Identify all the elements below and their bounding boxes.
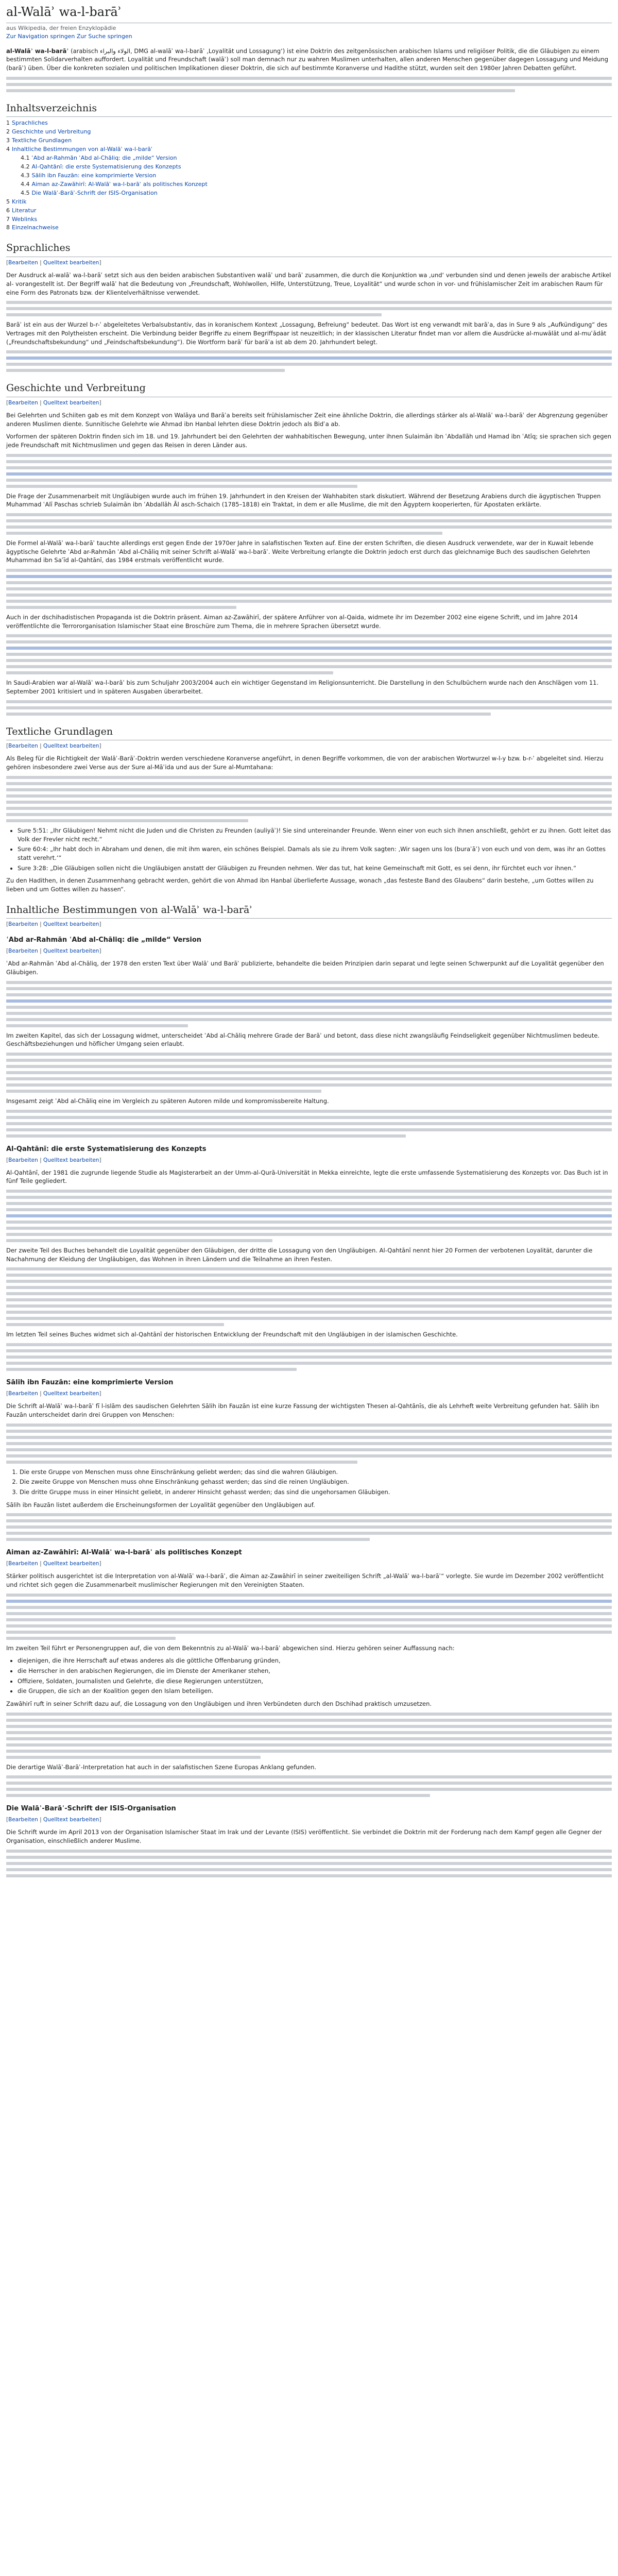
paragraph: Die Formel al-Walāʾ wa-l-barāʾ tauchte allerdings erst gegen Ende der 1970er Jahre in salafistischen Texten auf. Eine der ersten Schriften, die diesen Ausdruck verwendete, war der in Kuwait lebende ägyptische Gelehrte ʿAbd ar-Rahmān ʿAbd al-Chāliq mit seiner Schrift al-Walāʾ wa-l-barāʾ. Weite Verbreitung erlangte die Doktrin jedoch erst durch das gleichnamige Buch des saudischen Gelehrten Muhammad ibn Saʿīd al-Qahtānī, das 1984 erstmals veröffentlicht wurde. bbox=[6, 539, 594, 564]
list-item: • Sure 60:4: „Ihr habt doch in Abraham und denen, die mit ihm waren, ein schönes Beispiel. Damals als sie zu ihrem Volk sagten: ‚Wir sagen uns los (buraʾāʾ) von euch und von dem, was ihr an Gottes statt verehrt.‘“ bbox=[18, 845, 612, 862]
paragraph: Der Ausdruck al-walāʾ wa-l-barāʾ setzt sich aus den beiden arabischen Substantiven walāʾ und barāʾ zusammen, die durch die Konjunktion wa ‚und‘ verbunden sind und denen jeweils der arabische Artikel al- vorangestellt ist. Der Begriff walāʾ hat die Bedeutung von „Freundschaft, Wohlwollen, Hilfe, Unterstützung, Treue, Loyalität“ und wurde schon in vor- und frühislamischer Zeit im arabischen Raum für eine Form des Patronats bzw. der Klientelverhältnisse verwendet. bbox=[6, 272, 611, 296]
paragraph-continued bbox=[6, 1110, 612, 1138]
edit-source-link[interactable]: Quelltext bearbeiten bbox=[43, 1157, 99, 1163]
paragraph: Als Beleg für die Richtigkeit der Walāʾ-Barāʾ-Doktrin werden verschiedene Koranverse angeführt, in denen Begriffe vorkommen, die von der arabischen Wortwurzel w-l-y bzw. b-r-ʾ abgeleitet sind. Hierzu gehören insbesondere zwei Verse aus der Sure al-Māʾida und aus der Sure al-Mumtahana: bbox=[6, 755, 604, 771]
toc-item[interactable] bbox=[6, 215, 612, 224]
toc-item-number: 8 bbox=[6, 224, 10, 231]
paragraph: Die Schrift wurde im April 2013 von der Organisation Islamischer Staat im Irak und der Levante (ISIS) veröffentlicht. Sie verbindet die Doktrin mit der Forderung nach dem Kampf gegen alle Gegner der Organisation, einschließlich anderer Muslime. bbox=[6, 1828, 602, 1845]
paragraph: Zu den Hadithen, in denen Zusammenhang gebracht werden, gehört die von Ahmad ibn Hanbal überlieferte Aussage, wonach „das festeste Band des Glaubens“ darin bestehe, „um Gottes willen zu lieben und um Gottes willen zu hassen“. bbox=[6, 877, 594, 893]
paragraph: Die Schrift al-Walāʾ wa-l-barāʾ fī l-islām des saudischen Gelehrten Sālih ibn Fauzān ist eine kurze Fassung der wichtigsten Thesen al-Qahtānīs, die als Lehrheft weite Verbreitung gefunden hat. Sālih ibn Fauzān unterscheidet darin drei Gruppen von Menschen: bbox=[6, 1402, 599, 1418]
section-edit-links: [Bearbeiten | Quelltext bearbeiten] bbox=[6, 948, 101, 955]
section-heading-inhaltliche-bestimmungen: Inhaltliche Bestimmungen von al-Walāʾ wa-l-barāʾ bbox=[6, 903, 612, 919]
paragraph: Al-Qahtānī, der 1981 die zugrunde liegende Studie als Magisterarbeit an der Umm-al-Qurā-Universität in Mekka einreichte, legte die erste umfassende Systematisierung des Konzepts vor. Das Buch ist in fünf Teile gegliedert. bbox=[6, 1168, 608, 1185]
list-item: • die Herrscher in den arabischen Regierungen, die im Dienste der Amerikaner stehen, bbox=[18, 1667, 612, 1675]
edit-source-link[interactable]: Quelltext bearbeiten bbox=[43, 1390, 99, 1397]
section-heading-textliche-grundlagen: Textliche Grundlagen bbox=[6, 725, 612, 741]
toc-item[interactable] bbox=[6, 154, 612, 162]
paragraph-continued bbox=[6, 350, 612, 372]
section-edit-links: [Bearbeiten | Quelltext bearbeiten] bbox=[6, 259, 101, 266]
toc-item-link[interactable]: Inhaltliche Bestimmungen von al-Walāʾ wa-l-barāʾ bbox=[12, 146, 153, 153]
toc-item-link[interactable]: Weblinks bbox=[12, 215, 38, 223]
toc-item[interactable] bbox=[6, 163, 612, 171]
paragraph-continued bbox=[6, 1594, 612, 1640]
subsection-heading-salih-ibn-fauzan: Sālih ibn Fauzān: eine komprimierte Version bbox=[6, 1379, 174, 1387]
subsection-heading-abd-al-chaliq: ʿAbd ar-Rahmān ʿAbd al-Chāliq: die „milde“ Version bbox=[6, 936, 202, 944]
list-item: • diejenigen, die ihre Herrschaft auf etwas anderes als die göttliche Offenbarung gründen, bbox=[18, 1656, 612, 1665]
edit-section-link[interactable]: Bearbeiten bbox=[8, 948, 38, 955]
paragraph: Auch in der dschihadistischen Propaganda ist die Doktrin präsent. Aiman az-Zawāhirī, der spätere Anführer von al-Qaida, widmete ihr im Dezember 2002 eine eigene Schrift, und im Jahre 2014 veröffentlichte die Terrororganisation Islamischer Staat eine Broschüre zum Thema, die in mehrere Sprachen übersetzt wurde. bbox=[6, 614, 578, 630]
edit-source-link[interactable]: Quelltext bearbeiten bbox=[43, 259, 99, 266]
edit-section-link[interactable]: Bearbeiten bbox=[8, 1817, 38, 1823]
toc-item-number: 6 bbox=[6, 207, 10, 214]
paragraph-continued bbox=[6, 1850, 612, 1877]
section-heading-sprachliches: Sprachliches bbox=[6, 241, 612, 257]
toc-item[interactable] bbox=[6, 172, 612, 180]
page-subtitle: aus Wikipedia, der freien Enzyklopädie bbox=[6, 24, 116, 31]
section-edit-links: [Bearbeiten | Quelltext bearbeiten] bbox=[6, 1157, 101, 1163]
list-item: • Offiziere, Soldaten, Journalisten und Gelehrte, die diese Regierungen unterstützen, bbox=[18, 1677, 612, 1686]
toc-item[interactable] bbox=[6, 189, 612, 197]
paragraph: Im zweiten Teil führt er Personengruppen auf, die von dem Bekenntnis zu al-Walāʾ wa-l-barāʾ abgewichen sind. Hierzu gehören seiner Auffassung nach: bbox=[6, 1644, 455, 1652]
toc-item-link[interactable]: ʿAbd ar-Rahmān ʿAbd al-Chāliq: die „milde“ Version bbox=[31, 154, 177, 161]
edit-section-link[interactable]: Bearbeiten bbox=[8, 399, 38, 406]
toc-item-number: 3 bbox=[6, 137, 10, 144]
jump-links bbox=[6, 32, 612, 41]
paragraph: Die Frage der Zusammenarbeit mit Ungläubigen wurde auch im frühen 19. Jahrhundert in den Kreisen der Wahhabiten stark diskutiert. Während der Besetzung Arabiens durch die ägyptischen Truppen Muhammad ʿAlī Paschas schrieb Sulaimān ibn ʿAbdallāh Āl asch-Schaich (1785–1818) ein Traktat, in dem er alle Muslime, die mit den Ägyptern kooperierten, für Apostaten erklärte. bbox=[6, 492, 601, 509]
subsection-heading-isis: Die Walāʾ-Barāʾ-Schrift der ISIS-Organisation bbox=[6, 1805, 176, 1813]
edit-section-link[interactable]: Bearbeiten bbox=[8, 1561, 38, 1567]
edit-section-link[interactable]: Bearbeiten bbox=[8, 259, 38, 266]
paragraph-continued bbox=[6, 1713, 612, 1759]
lead-paragraph-continued bbox=[6, 77, 612, 92]
lead-term: al-Walāʾ wa-l-barāʾ bbox=[6, 47, 69, 55]
paragraph-continued bbox=[6, 1190, 612, 1242]
toc-item-link[interactable]: Die Walāʾ-Barāʾ-Schrift der ISIS-Organisation bbox=[31, 189, 158, 196]
paragraph-continued bbox=[6, 301, 612, 316]
paragraph: Sālih ibn Fauzān listet außerdem die Erscheinungsformen der Loyalität gegenüber den Ungläubigen auf. bbox=[6, 1501, 315, 1509]
toc-item-link[interactable]: Literatur bbox=[12, 207, 37, 214]
toc-item-number: 4.1 bbox=[21, 154, 30, 161]
toc-item-number: 1 bbox=[6, 120, 10, 127]
toc-item-number: 4.4 bbox=[21, 180, 30, 188]
list-item: • Sure 5:51: „Ihr Gläubigen! Nehmt nicht die Juden und die Christen zu Freunden (auliyāʾ)! Sie sind untereinander Freunde. Wenn einer von euch sich ihnen anschließt, gehört er zu ihnen. Gott leitet das Volk der Frevler nicht recht.“ bbox=[18, 826, 612, 843]
bullet-list bbox=[18, 1656, 612, 1696]
list-item: 1. Die erste Gruppe von Menschen muss ohne Einschränkung geliebt werden; das sind die wahren Gläubigen. bbox=[20, 1468, 612, 1477]
paragraph: Stärker politisch ausgerichtet ist die Interpretation von al-Walāʾ wa-l-barāʾ, die Aiman az-Zawāhirī in seiner zweiteiligen Schrift „al-Walāʾ wa-l-barāʾ“ vorlegte. Sie wurde im Dezember 2002 veröffentlicht und richtet sich gegen die Zusammenarbeit muslimischer Regierungen mit den Vereinigten Staaten. bbox=[6, 1572, 604, 1588]
section-edit-links: [Bearbeiten | Quelltext bearbeiten] bbox=[6, 1561, 101, 1567]
edit-section-link[interactable]: Bearbeiten bbox=[8, 1390, 38, 1397]
toc-item[interactable] bbox=[6, 207, 612, 215]
toc-item[interactable] bbox=[6, 145, 612, 154]
toc-item-link[interactable]: Al-Qahtānī: die erste Systematisierung des Konzepts bbox=[31, 163, 181, 170]
paragraph-continued bbox=[6, 981, 612, 1027]
paragraph-continued bbox=[6, 1513, 612, 1541]
edit-section-link[interactable]: Bearbeiten bbox=[8, 743, 38, 750]
paragraph: Insgesamt zeigt ʿAbd al-Chāliq eine im Vergleich zu späteren Autoren milde und kompromissbereite Haltung. bbox=[6, 1097, 329, 1105]
section-edit-links: [Bearbeiten | Quelltext bearbeiten] bbox=[6, 743, 101, 750]
toc-item-number: 7 bbox=[6, 215, 10, 223]
section-edit-links: [Bearbeiten | Quelltext bearbeiten] bbox=[6, 399, 101, 406]
toc-item[interactable] bbox=[6, 224, 612, 232]
numbered-list bbox=[20, 1468, 612, 1497]
jump-to-search-link[interactable]: Zur Suche springen bbox=[76, 32, 132, 40]
list-item: 3. Die dritte Gruppe muss in einer Hinsicht geliebt, in anderer Hinsicht gehasst werden; das sind die ungehorsamen Gläubigen. bbox=[20, 1488, 612, 1497]
toc-item-link[interactable]: Aiman az-Zawāhirī: Al-Walāʾ wa-l-barāʾ als politisches Konzept bbox=[31, 180, 208, 188]
paragraph-continued bbox=[6, 569, 612, 609]
paragraph-continued bbox=[6, 513, 612, 535]
paragraph: ʿAbd ar-Rahmān ʿAbd al-Chāliq, der 1978 den ersten Text über Walāʾ und Barāʾ publizierte, behandelte die beiden Prinzipien darin separat und legte seinen Schwerpunkt auf die Loyalität gegenüber den Gläubigen. bbox=[6, 960, 604, 976]
toc-item-number: 2 bbox=[6, 128, 10, 135]
paragraph: Bei Gelehrten und Schiiten gab es mit dem Konzept von Walāya und Barāʾa bereits seit frühislamischer Zeit eine ähnliche Doktrin, die allerdings stärker als al-Walāʾ wa-l-barāʾ der Abgrenzung gegenüber anderen Muslimen diente. Sunnitische Gelehrte wie Ahmad ibn Hanbal lehrten diese Doktrin jedoch als Bidʿa ab. bbox=[6, 411, 608, 428]
toc-item-number: 4 bbox=[6, 146, 10, 153]
paragraph: Barāʾ ist ein aus der Wurzel b-r-ʾ abgeleitetes Verbalsubstantiv, das in koranischem Kontext „Lossagung, Befreiung“ bedeutet. Das Wort ist eng verwandt mit barāʾa, das in Sure 9 als „Aufkündigung“ des Vertrages mit den Polytheisten erscheint. Die Verbindung beider Begriffe zu einem Begriffspaar ist neuzeitlich; in der klassischen Literatur findet man vor allem die Ausdrücke al-muwālāt und al-muʿādāt („Freundschaftsbekundung“ und „Feindschaftsbekundung“). Die Wortform barāʾ für barāʾa ist ab dem 20. Jahrhundert belegt. bbox=[6, 321, 608, 346]
toc-item-link[interactable]: Geschichte und Verbreitung bbox=[12, 128, 91, 135]
toc-item-link[interactable]: Sprachliches bbox=[12, 120, 48, 127]
paragraph-continued bbox=[6, 776, 612, 822]
toc-item-number: 4.5 bbox=[21, 189, 30, 196]
lead-text: (arabisch الولاء والبراء, DMG al-walāʾ wa-l-barāʾ ‚Loyalität und Lossagung‘) ist eine Doktrin des zeitgenössischen arabischen Islams und religiöser Politik, die die Gläubigen zu einem bestimmten Solidarverhalten auffordert. Loyalität und Freundschaft (walāʾ) soll man demnach nur zu wahren Muslimen unterhalten, allen anderen Menschen gegenüber dagegen Lossagung und Meidung (barāʾ) üben. Über die konkreten sozialen und politischen Implikationen dieser Doktrin, die sich auf bestimmte Koranverse und Hadithe stützt, wurden seit den 1980er Jahren Debatten geführt. bbox=[6, 47, 609, 72]
edit-source-link[interactable]: Quelltext bearbeiten bbox=[43, 948, 99, 955]
subsection-heading-az-zawahiri: Aiman az-Zawāhirī: Al-Walāʾ wa-l-barāʾ als politisches Konzept bbox=[6, 1549, 242, 1557]
paragraph-continued bbox=[6, 1267, 612, 1326]
paragraph-continued bbox=[6, 1343, 612, 1371]
paragraph-continued bbox=[6, 634, 612, 674]
list-item: • die Gruppen, die sich an der Koalition gegen den Islam beteiligen. bbox=[18, 1687, 612, 1696]
paragraph: Vorformen der späteren Doktrin finden sich im 18. und 19. Jahrhundert bei den Gelehrten der wahhabitischen Bewegung, unter ihnen Sulaimān ibn ʿAbdallāh und Hamad ibn ʿAtīq; sie sprachen sich gegen jede Freundschaft mit Nichtmuslimen und gegen das Reisen in deren Länder aus. bbox=[6, 433, 611, 449]
edit-source-link[interactable]: Quelltext bearbeiten bbox=[43, 1561, 99, 1567]
edit-source-link[interactable]: Quelltext bearbeiten bbox=[43, 743, 99, 750]
paragraph: Im letzten Teil seines Buches widmet sich al-Qahtānī der historischen Entwicklung der Freundschaft mit den Ungläubigen in der islamischen Geschichte. bbox=[6, 1331, 458, 1338]
toc-item-link[interactable]: Kritik bbox=[12, 198, 27, 205]
quote-list bbox=[18, 826, 612, 872]
toc-item[interactable] bbox=[6, 119, 612, 127]
list-item: 2. Die zweite Gruppe von Menschen muss ohne Einschränkung gehasst werden; das sind die reinen Ungläubigen. bbox=[20, 1478, 612, 1486]
section-edit-links: [Bearbeiten | Quelltext bearbeiten] bbox=[6, 921, 101, 928]
section-edit-links: [Bearbeiten | Quelltext bearbeiten] bbox=[6, 1390, 101, 1397]
paragraph-continued bbox=[6, 454, 612, 488]
toc-item[interactable] bbox=[6, 128, 612, 136]
edit-source-link[interactable]: Quelltext bearbeiten bbox=[43, 921, 99, 928]
toc-item-link[interactable]: Einzelnachweise bbox=[12, 224, 59, 231]
edit-source-link[interactable]: Quelltext bearbeiten bbox=[43, 1817, 99, 1823]
section-edit-links: [Bearbeiten | Quelltext bearbeiten] bbox=[6, 1817, 101, 1823]
paragraph: Die derartige Walāʾ-Barāʾ-Interpretation hat auch in der salafistischen Szene Europas Anklang gefunden. bbox=[6, 1763, 317, 1771]
edit-source-link[interactable]: Quelltext bearbeiten bbox=[43, 399, 99, 406]
toc-item[interactable] bbox=[6, 198, 612, 206]
table-of-contents bbox=[6, 119, 612, 232]
toc-item-number: 5 bbox=[6, 198, 10, 205]
paragraph-continued bbox=[6, 1053, 612, 1093]
toc-item-link[interactable]: Textliche Grundlagen bbox=[12, 137, 72, 144]
toc-item[interactable] bbox=[6, 137, 612, 145]
paragraph: Zawāhirī ruft in seiner Schrift dazu auf, die Lossagung von den Ungläubigen und ihren Verbündeten durch den Dschihad praktisch umzusetzen. bbox=[6, 1700, 432, 1707]
paragraph-continued bbox=[6, 1775, 612, 1797]
page-title: al-Walāʾ wa-l-barāʾ bbox=[6, 3, 612, 23]
toc-item[interactable] bbox=[6, 180, 612, 189]
toc-item-link[interactable]: Sālih ibn Fauzān: eine komprimierte Version bbox=[31, 172, 157, 179]
paragraph-continued bbox=[6, 1423, 612, 1464]
jump-to-navigation-link[interactable]: Zur Navigation springen bbox=[6, 32, 75, 40]
edit-section-link[interactable]: Bearbeiten bbox=[8, 1157, 38, 1163]
paragraph: In Saudi-Arabien war al-Walāʾ wa-l-barāʾ bis zum Schuljahr 2003/2004 auch ein wichtiger Gegenstand im Religionsunterricht. Die Darstellung in den Schulbüchern wurde nach den Anschlägen vom 11. September 2001 kritisiert und in späteren Ausgaben überarbeitet. bbox=[6, 679, 599, 696]
toc-item-number: 4.3 bbox=[21, 172, 30, 179]
list-item: • Sure 3:28: „Die Gläubigen sollen nicht die Ungläubigen anstatt der Gläubigen zu Freunden nehmen. Wer das tut, hat keine Gemeinschaft mit Gott, es sei denn, ihr fürchtet euch vor ihnen.“ bbox=[18, 864, 612, 873]
paragraph: Im zweiten Kapitel, das sich der Lossagung widmet, unterscheidet ʿAbd al-Chāliq mehrere Grade der Barāʾ und betont, dass diese nicht zwangsläufig Feindseligkeit gegenüber Nichtmuslimen bedeute. Geschäftsbeziehungen und höflicher Umgang seien erlaubt. bbox=[6, 1031, 600, 1048]
lead-paragraph bbox=[6, 47, 612, 73]
subsection-heading-al-qahtani: Al-Qahtānī: die erste Systematisierung des Konzepts bbox=[6, 1145, 207, 1153]
section-heading-geschichte: Geschichte und Verbreitung bbox=[6, 381, 612, 397]
toc-heading: Inhaltsverzeichnis bbox=[6, 101, 612, 117]
paragraph-continued bbox=[6, 700, 612, 716]
toc-item-number: 4.2 bbox=[21, 163, 30, 170]
paragraph: Der zweite Teil des Buches behandelt die Loyalität gegenüber den Gläubigen, der dritte die Lossagung von den Ungläubigen. Al-Qahtānī nennt hier 20 Formen der verbotenen Loyalität, darunter die Nachahmung der Kleidung der Ungläubigen, das Wohnen in ihren Ländern und die Teilnahme an ihren Festen. bbox=[6, 1247, 593, 1263]
edit-section-link[interactable]: Bearbeiten bbox=[8, 921, 38, 928]
